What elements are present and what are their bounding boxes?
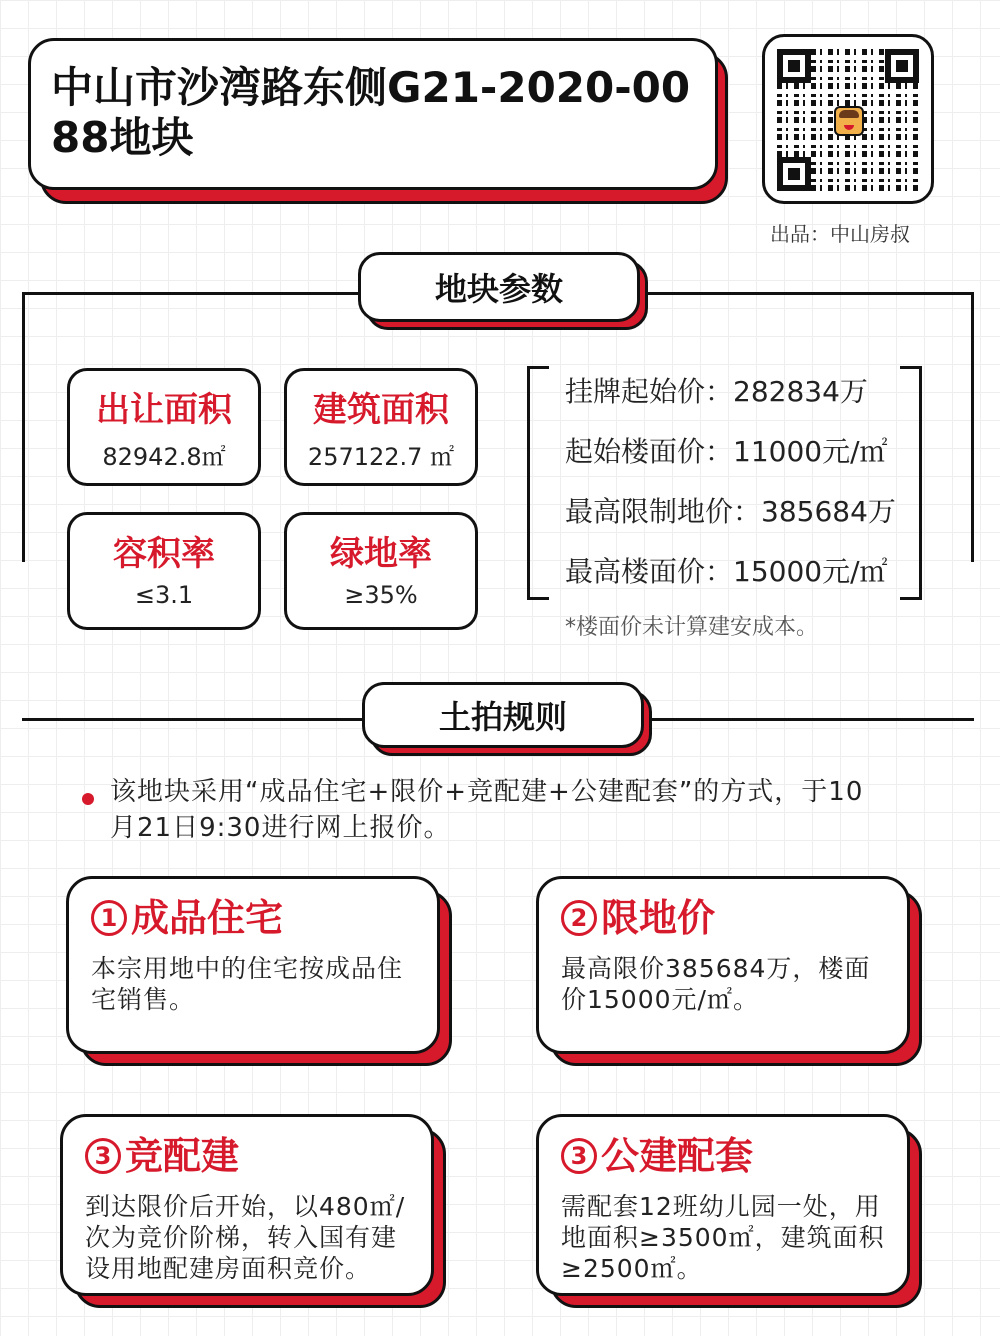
rule-number: 2 bbox=[561, 900, 597, 936]
qr-code-box bbox=[762, 34, 934, 204]
price-item: 最高限制地价：385684万 bbox=[565, 495, 896, 528]
price-list bbox=[565, 362, 896, 602]
param-card-plot-ratio bbox=[67, 512, 261, 630]
param-label: 绿地率 bbox=[330, 534, 432, 574]
param-value: ≤3.1 bbox=[134, 581, 194, 609]
bracket-right bbox=[900, 366, 922, 600]
footnote: *楼面价未计算建安成本。 bbox=[565, 615, 819, 640]
rule-title: 限地价 bbox=[601, 896, 716, 940]
page-title: 中山市沙湾路东侧G21-2020-0088地块 bbox=[51, 63, 691, 162]
price-item: 挂牌起始价：282834万 bbox=[565, 375, 868, 408]
avatar-icon bbox=[834, 106, 864, 136]
param-label: 容积率 bbox=[113, 534, 215, 574]
rule-body: 本宗用地中的住宅按成品住宅销售。 bbox=[91, 954, 404, 1014]
param-label: 建筑面积 bbox=[313, 390, 449, 430]
rule-title: 成品住宅 bbox=[131, 896, 284, 940]
bullet-dot bbox=[82, 793, 94, 805]
param-card-area bbox=[67, 368, 261, 486]
rule-card-price-cap bbox=[536, 876, 910, 1054]
param-value: ≥35% bbox=[344, 581, 418, 609]
param-card-green-ratio bbox=[284, 512, 478, 630]
rule-body: 到达限价后开始，以480㎡/次为竞价阶梯，转入国有建设用地配建房面积竞价。 bbox=[85, 1192, 406, 1283]
rule-number: 3 bbox=[85, 1138, 121, 1174]
bracket-left bbox=[527, 366, 549, 600]
price-item: 起始楼面价：11000元/㎡ bbox=[565, 435, 888, 468]
rule-card-public-facilities bbox=[536, 1114, 910, 1296]
rule-title: 公建配套 bbox=[601, 1134, 754, 1178]
rule-number: 3 bbox=[561, 1138, 597, 1174]
rule-body: 需配套12班幼儿园一处，用地面积≥3500㎡，建筑面积≥2500㎡。 bbox=[561, 1192, 885, 1283]
rule-body: 最高限价385684万，楼面价15000元/㎡。 bbox=[561, 954, 871, 1014]
rule-card-bid-housing bbox=[60, 1114, 434, 1296]
rules-intro: 该地块采用“成品住宅+限价+竞配建+公建配套”的方式，于10月21日9:30进行网上报价。 bbox=[110, 777, 864, 843]
param-value: 257122.7 ㎡ bbox=[307, 443, 455, 471]
section-heading-params: 地块参数 bbox=[358, 252, 640, 322]
qr-code-icon bbox=[777, 49, 919, 191]
param-label: 出让面积 bbox=[96, 390, 232, 430]
frame-left bbox=[22, 292, 25, 562]
frame-right bbox=[971, 292, 974, 562]
title-card bbox=[28, 38, 718, 190]
param-card-floor-area bbox=[284, 368, 478, 486]
rule-number: 1 bbox=[91, 900, 127, 936]
price-item: 最高楼面价：15000元/㎡ bbox=[565, 555, 888, 588]
section-heading-rules: 土拍规则 bbox=[362, 682, 644, 748]
rule-card-finished-housing bbox=[66, 876, 440, 1054]
param-value: 82942.8㎡ bbox=[102, 443, 226, 471]
credit-text: 出品：中山房叔 bbox=[770, 222, 910, 246]
rule-title: 竞配建 bbox=[125, 1134, 240, 1178]
